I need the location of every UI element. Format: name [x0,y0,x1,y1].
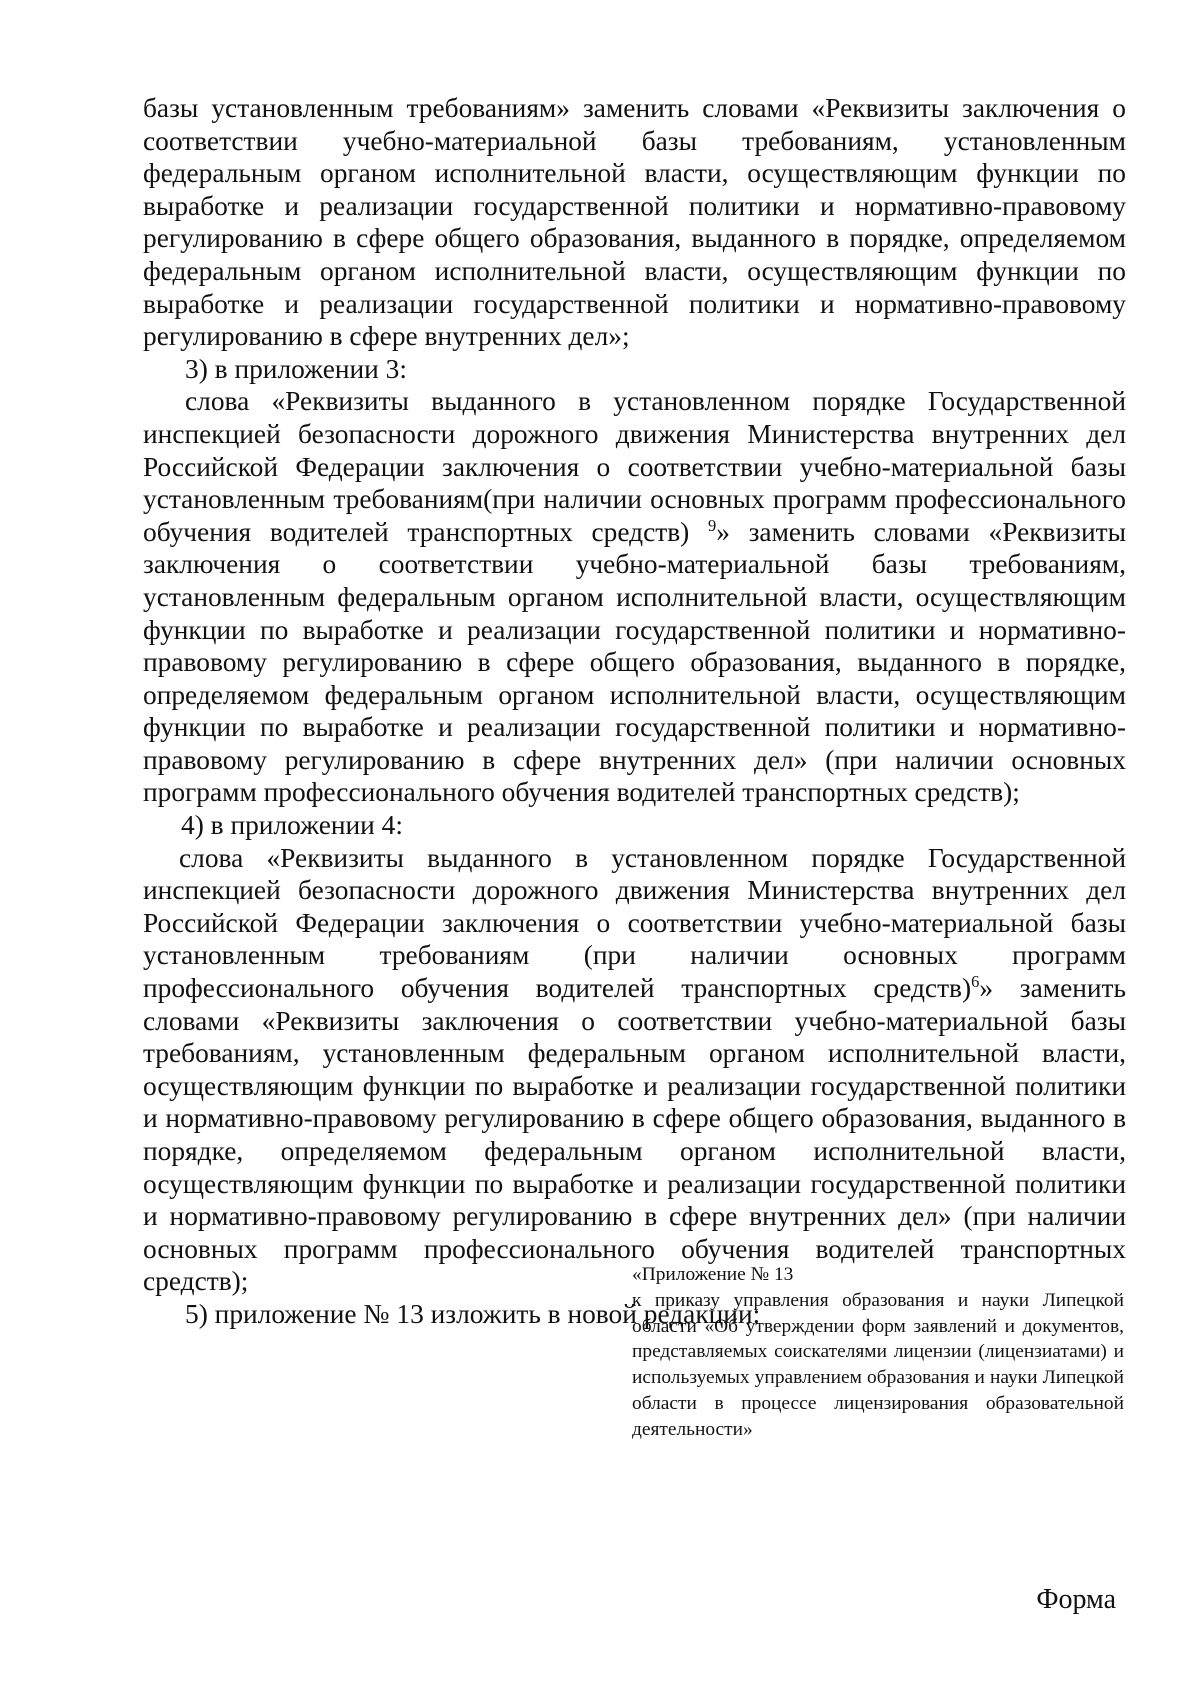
appendix-header-block [632,1262,1124,1443]
item-4-paragraph [143,842,1126,1298]
appendix-title: «Приложение № 13 [632,1264,794,1285]
item-4-text-after: » заменить словами «Реквизиты заключения о соответствии учебно-материальной базы требованиям, установленным федеральным органом исполнительной власти, осуществляющим функции по выработке и реализации государственной политики и нормативно-правовому регулированию в сфере общего образования, выданного в порядке, определяемом федеральным органом исполнительной власти, осуществляющим функции по выработке и реализации государственной политики и нормативно-правовому регулированию в сфере внутренних дел» (при наличии основных программ профессионального обучения водителей транспортных средств); [143,973,1126,1297]
main-text [143,92,1126,1331]
item-3-paragraph [143,385,1126,809]
item-3-heading: 3) в приложении 3: [185,353,407,384]
appendix-description: к приказу управления образования и науки Липецкой области «Об утверждении форм заявлений и документов, представляемых соискателями лицензии (лицензиатами) и используемых управлением образования и науки Липецкой области в процессе лицензирования образовательной деятельности» [632,1289,1124,1440]
footnote-marker: 6 [971,971,980,991]
paragraph-continuation: базы установленным требованиям» заменить словами «Реквизиты заключения о соответствии учебно-материальной базы требованиям, установленным федеральным органом исполнительной власти, осуществляющим функции по выработке и реализации государственной политики и нормативно-правовому регулированию в сфере общего образования, выданного в порядке, определяемом федеральным органом исполнительной власти, осуществляющим функции по выработке и реализации государственной политики и нормативно-правовому регулированию в сфере внутренних дел»; [143,93,1126,352]
form-label: Форма [1036,1584,1116,1615]
item-4-heading: 4) в приложении 4: [181,810,403,841]
item-3-text-after: » заменить словами «Реквизиты заключения о соответствии учебно-материальной базы требованиям, установленным федеральным органом исполнительной власти, осуществляющим функции по выработке и реализации государственной политики и нормативно-правовому регулированию в сфере общего образования, выданного в порядке, определяемом федеральным органом исполнительной власти, осуществляющим функции по выработке и реализации государственной политики и нормативно-правовому регулированию в сфере внутренних дел» (при наличии основных программ профессионального обучения водителей транспортных средств); [143,516,1126,808]
item-5-text: 5) приложение № 13 изложить в новой редакции: [185,1298,761,1329]
item-3-text-before: слова «Реквизиты выданного в установленном порядке Государственной инспекцией безопасности дорожного движения Министерства внутренних дел Российской Федерации заключения о соответствии учебно-материальной базы установленным требованиям(при наличии основных программ профессионального обучения водителей транспортных средств) [143,386,1126,547]
footnote-marker: 9 [707,515,717,535]
item-4-text-before: слова «Реквизиты выданного в установленном порядке Государственной инспекцией безопасности дорожного движения Министерства внутренних дел Российской Федерации заключения о соответствии учебно-материальной базы установленным требованиям (при наличии основных программ профессионального обучения водителей транспортных средств) [143,842,1126,1004]
